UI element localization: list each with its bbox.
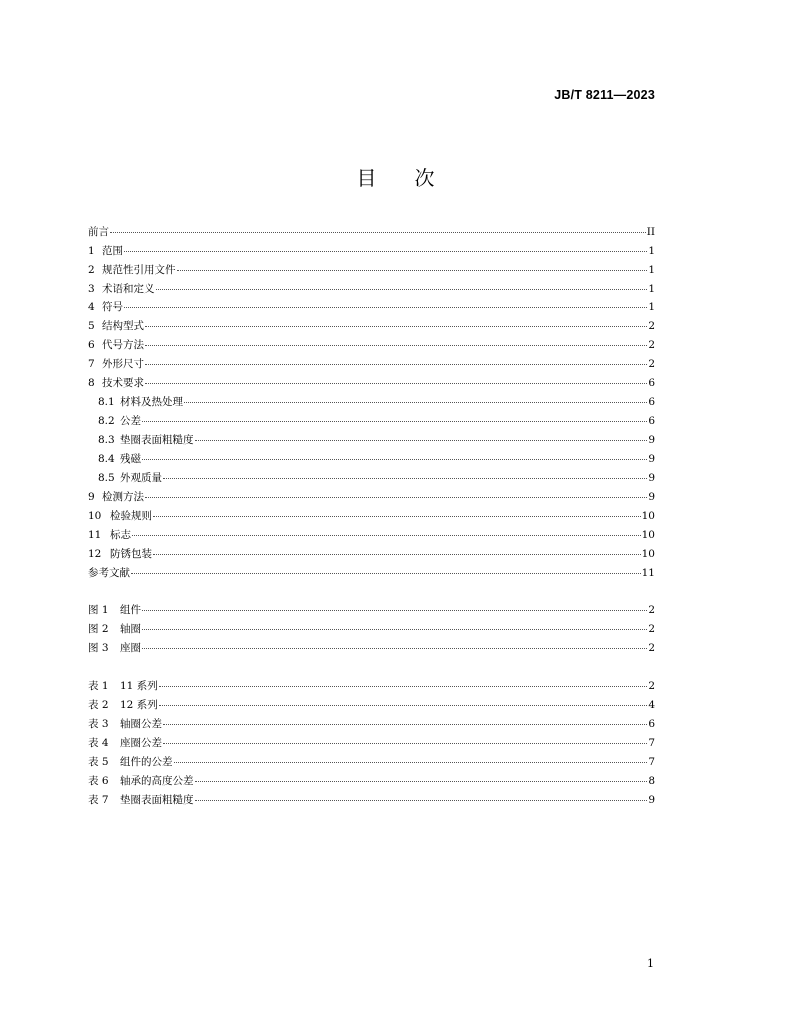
toc-number: 3 bbox=[88, 283, 95, 295]
toc-number: 表 2 bbox=[88, 699, 109, 711]
toc-entry-5[interactable] bbox=[88, 318, 655, 332]
toc-number: 表 7 bbox=[88, 794, 109, 806]
title-char-right: 次 bbox=[414, 166, 435, 190]
toc-number: 8.5 bbox=[98, 472, 115, 484]
toc-page: 1 bbox=[648, 245, 655, 257]
toc-number: 8.2 bbox=[98, 415, 115, 427]
toc-label: 材料及热处理 bbox=[120, 396, 183, 408]
toc-number: 12 bbox=[88, 548, 102, 560]
toc-label: 公差 bbox=[120, 415, 141, 427]
toc-label: 参考文献 bbox=[88, 567, 130, 579]
toc-number: 4 bbox=[88, 301, 95, 313]
toc-page: 2 bbox=[648, 623, 655, 635]
toc-page: 9 bbox=[648, 491, 655, 503]
page-title bbox=[0, 162, 791, 191]
toc-number: 表 3 bbox=[88, 718, 109, 730]
toc-table-5[interactable] bbox=[88, 754, 655, 768]
toc-page: 2 bbox=[648, 680, 655, 692]
toc-figure-3[interactable] bbox=[88, 640, 655, 654]
toc-label: 技术要求 bbox=[102, 377, 144, 389]
toc-label: 12 系列 bbox=[120, 699, 158, 711]
toc-page: 1 bbox=[648, 301, 655, 313]
toc-page: 2 bbox=[648, 604, 655, 616]
toc-number: 8.3 bbox=[98, 434, 115, 446]
toc-entry-8-5[interactable] bbox=[98, 470, 655, 484]
toc-number: 9 bbox=[88, 491, 95, 503]
toc-table-4[interactable] bbox=[88, 735, 655, 749]
toc-page: 2 bbox=[648, 320, 655, 332]
toc-page: 9 bbox=[648, 453, 655, 465]
toc-page: 1 bbox=[648, 264, 655, 276]
toc-entry-8-2[interactable] bbox=[98, 413, 655, 427]
toc-label: 轴圈 bbox=[120, 623, 141, 635]
toc-page: 1 bbox=[648, 283, 655, 295]
toc-entry-12[interactable] bbox=[88, 546, 655, 560]
toc-entry-9[interactable] bbox=[88, 489, 655, 503]
toc-page: 2 bbox=[648, 642, 655, 654]
toc-page: 7 bbox=[648, 756, 655, 768]
title-char-left: 目 bbox=[356, 166, 377, 190]
toc-label: 符号 bbox=[102, 301, 123, 313]
toc-page: 9 bbox=[648, 434, 655, 446]
toc-label: 前言 bbox=[88, 226, 109, 238]
toc-entry-8-1[interactable] bbox=[98, 394, 655, 408]
toc-label: 检测方法 bbox=[102, 491, 144, 503]
toc-page: 10 bbox=[641, 548, 655, 560]
toc-page: 10 bbox=[641, 510, 655, 522]
toc-entry-6[interactable] bbox=[88, 337, 655, 351]
toc-number: 图 3 bbox=[88, 642, 109, 654]
toc-entry-2[interactable] bbox=[88, 262, 655, 276]
toc-number: 7 bbox=[88, 358, 95, 370]
toc-number: 6 bbox=[88, 339, 95, 351]
toc-page: 8 bbox=[648, 775, 655, 787]
toc-page: 2 bbox=[648, 358, 655, 370]
toc-label: 轴承的高度公差 bbox=[120, 775, 194, 787]
toc-entry-8-4[interactable] bbox=[98, 451, 655, 465]
toc-page: II bbox=[646, 226, 655, 238]
toc-number: 8.4 bbox=[98, 453, 115, 465]
toc-label: 术语和定义 bbox=[102, 283, 155, 295]
toc-page: 10 bbox=[641, 529, 655, 541]
toc-number: 图 2 bbox=[88, 623, 109, 635]
toc-table-7[interactable] bbox=[88, 792, 655, 806]
toc-entry-10[interactable] bbox=[88, 508, 655, 522]
toc-label: 范围 bbox=[102, 245, 123, 257]
toc-number: 10 bbox=[88, 510, 102, 522]
toc-label: 规范性引用文件 bbox=[102, 264, 176, 276]
toc-entry-8[interactable] bbox=[88, 375, 655, 389]
toc-label: 垫圈表面粗糙度 bbox=[120, 434, 194, 446]
toc-label: 标志 bbox=[110, 529, 131, 541]
toc-entry-bibliography[interactable] bbox=[88, 565, 655, 579]
toc-entry-3[interactable] bbox=[88, 281, 655, 295]
document-code: JB/T 8211—2023 bbox=[554, 88, 655, 102]
toc-label: 防锈包装 bbox=[110, 548, 152, 560]
toc-number: 图 1 bbox=[88, 604, 109, 616]
toc-page: 4 bbox=[648, 699, 655, 711]
toc-entry-7[interactable] bbox=[88, 356, 655, 370]
toc-label: 组件的公差 bbox=[120, 756, 173, 768]
toc-number: 11 bbox=[88, 529, 102, 541]
toc-label: 垫圈表面粗糙度 bbox=[120, 794, 194, 806]
toc-label: 座圈公差 bbox=[120, 737, 162, 749]
toc-label: 外观质量 bbox=[120, 472, 162, 484]
toc-number: 1 bbox=[88, 245, 95, 257]
toc-label: 残磁 bbox=[120, 453, 141, 465]
toc-page: 9 bbox=[648, 794, 655, 806]
toc-label: 座圈 bbox=[120, 642, 141, 654]
toc-label: 轴圈公差 bbox=[120, 718, 162, 730]
toc-page: 6 bbox=[648, 415, 655, 427]
toc-number: 表 5 bbox=[88, 756, 109, 768]
toc-page: 6 bbox=[648, 396, 655, 408]
toc-label: 外形尺寸 bbox=[102, 358, 144, 370]
toc-number: 表 6 bbox=[88, 775, 109, 787]
toc-table-3[interactable] bbox=[88, 716, 655, 730]
toc-table-2[interactable] bbox=[88, 697, 655, 711]
toc-page: 2 bbox=[648, 339, 655, 351]
toc-number: 5 bbox=[88, 320, 95, 332]
toc-label: 检验规则 bbox=[110, 510, 152, 522]
toc-label: 11 系列 bbox=[120, 680, 158, 692]
toc-page: 7 bbox=[648, 737, 655, 749]
toc-number: 表 4 bbox=[88, 737, 109, 749]
toc-number: 8.1 bbox=[98, 396, 115, 408]
toc-table-1[interactable] bbox=[88, 678, 655, 692]
toc-label: 结构型式 bbox=[102, 320, 144, 332]
toc-entry-foreword[interactable] bbox=[88, 224, 655, 238]
toc-figure-2[interactable] bbox=[88, 621, 655, 635]
toc-entry-11[interactable] bbox=[88, 527, 655, 541]
toc-page: 6 bbox=[648, 377, 655, 389]
toc-number: 表 1 bbox=[88, 680, 109, 692]
toc-entry-4[interactable] bbox=[88, 299, 655, 313]
toc-number: 8 bbox=[88, 377, 95, 389]
toc-entry-8-3[interactable] bbox=[98, 432, 655, 446]
toc-page: 11 bbox=[641, 567, 655, 579]
toc-number: 2 bbox=[88, 264, 95, 276]
toc-page: 6 bbox=[648, 718, 655, 730]
toc-label: 组件 bbox=[120, 604, 141, 616]
toc-label: 代号方法 bbox=[102, 339, 144, 351]
toc-figure-1[interactable] bbox=[88, 602, 655, 616]
page-number: 1 bbox=[647, 957, 654, 970]
toc-page: 9 bbox=[648, 472, 655, 484]
toc-entry-1[interactable] bbox=[88, 243, 655, 257]
toc-table-6[interactable] bbox=[88, 773, 655, 787]
